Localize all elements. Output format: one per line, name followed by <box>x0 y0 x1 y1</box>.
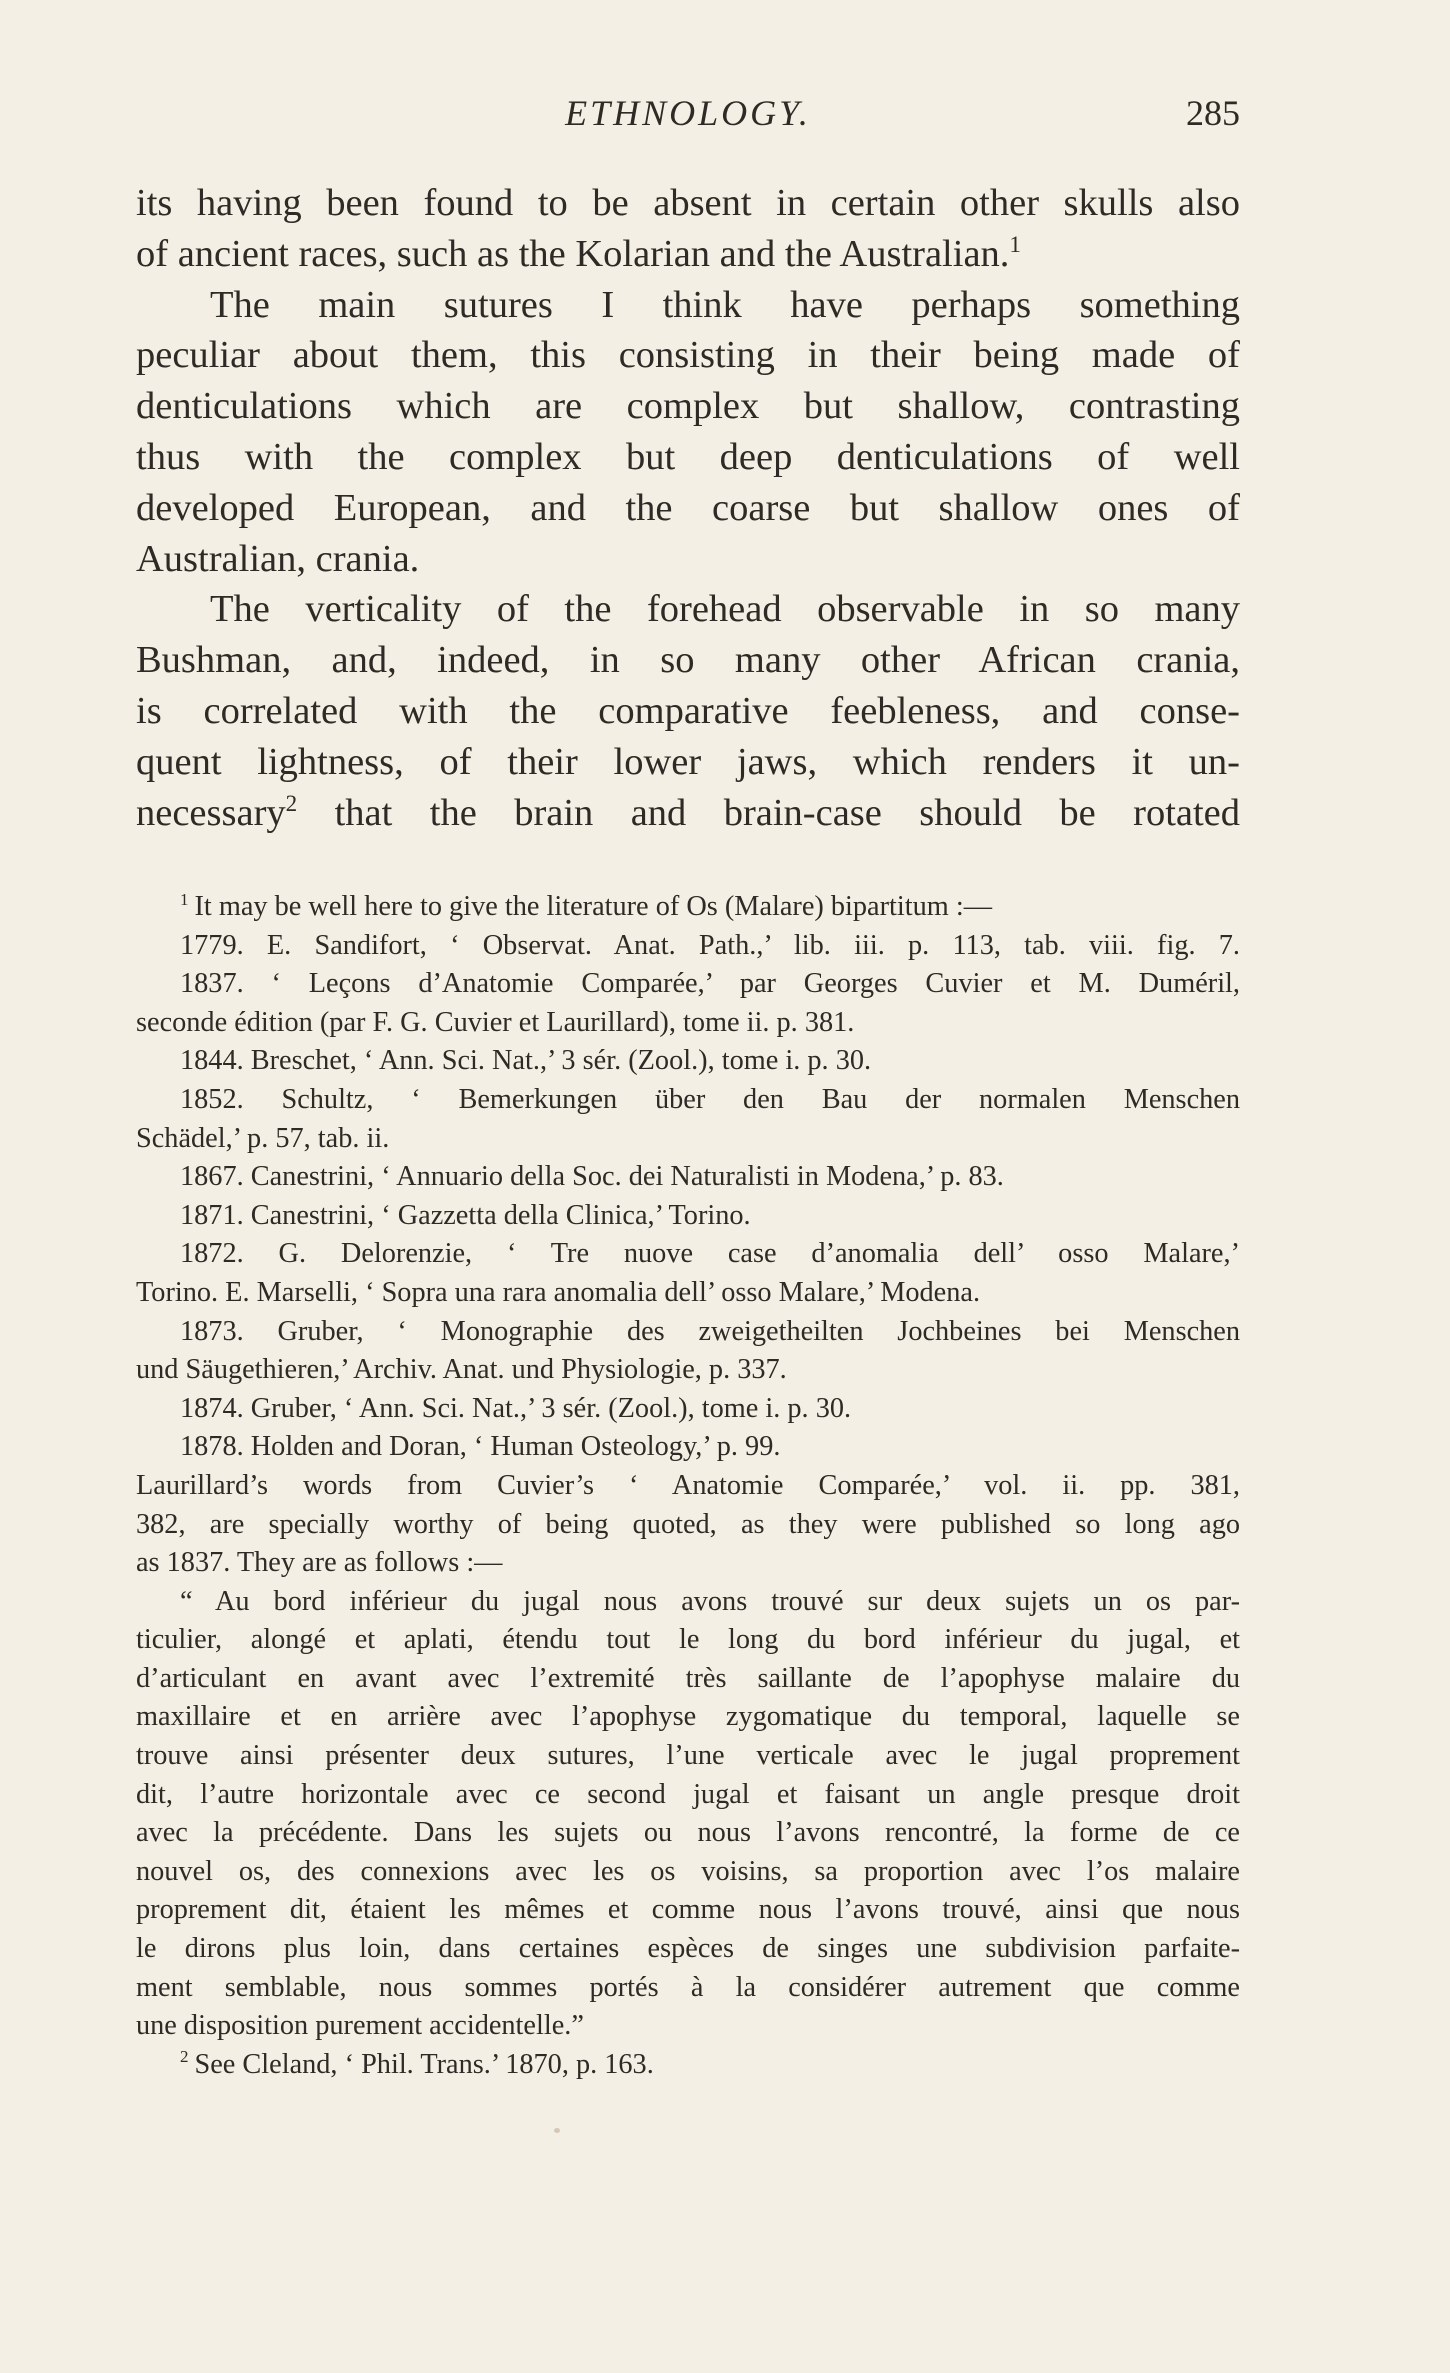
footnote-quote-line: ticulier, alongé et aplati, étendu tout le long du bord inférieur du jugal, et <box>136 1624 1240 1656</box>
page-header <box>136 92 1240 142</box>
body-line: thus with the complex but deep denticulations of well <box>136 435 1240 478</box>
footnote-ref-1: 1 <box>1009 230 1021 257</box>
footnote-line: 1867. Canestrini, ‘ Annuario della Soc. dei Naturalisti in Modena,’ p. 83. <box>180 1161 1004 1193</box>
footnote-quote-line: avec la précédente. Dans les sujets ou nous l’avons rencontré, la forme de ce <box>136 1817 1240 1849</box>
footnote-quote-line: ment semblable, nous sommes portés à la considérer autrement que comme <box>136 1971 1240 2003</box>
body-line: is correlated with the comparative feebleness, and conse- <box>136 689 1240 732</box>
footnote-line: Torino. E. Marselli, ‘ Sopra una rara anomalia dell’ osso Malare,’ Modena. <box>136 1276 981 1308</box>
footnote-quote-line: “ Au bord inférieur du jugal nous avons trouvé sur deux sujets un os par- <box>180 1585 1240 1617</box>
running-title: ETHNOLOGY. <box>565 93 811 133</box>
footnote-line: 1873. Gruber, ‘ Monographie des zweigetheilten Jochbeines bei Menschen <box>180 1315 1240 1347</box>
footnote-line: und Säugethieren,’ Archiv. Anat. und Physiologie, p. 337. <box>136 1354 787 1386</box>
footnote-line: 1837. ‘ Leçons d’Anatomie Comparée,’ par Georges Cuvier et M. Duméril, <box>180 968 1240 1000</box>
footnote-1-mark: 1 <box>180 889 189 909</box>
body-line: denticulations which are complex but shallow, contrasting <box>136 385 1240 428</box>
footnote-line: 1878. Holden and Doran, ‘ Human Osteology,’ p. 99. <box>180 1431 781 1463</box>
footnote-quote-line: le dirons plus loin, dans certaines espèces de singes une subdivision parfaite- <box>136 1933 1240 1965</box>
footnote-2-mark: 2 <box>180 2047 189 2067</box>
footnote-line: 1872. G. Delorenzie, ‘ Tre nuove case d’anomalia dell’ osso Malare,’ <box>180 1238 1240 1270</box>
body-line: quent lightness, of their lower jaws, which renders it un- <box>136 740 1240 783</box>
ink-speck <box>554 2128 560 2133</box>
body-line: necessary$^2$ that the brain and brain-case should be rotated <box>136 789 1241 834</box>
footnote-line: as 1837. They are as follows :— <box>136 1547 503 1579</box>
footnote-line: 1874. Gruber, ‘ Ann. Sci. Nat.,’ 3 sér. (Zool.), tome i. p. 30. <box>180 1392 852 1424</box>
footnote-line: 1871. Canestrini, ‘ Gazzetta della Clinica,’ Torino. <box>180 1199 751 1231</box>
footnote-line: 1852. Schultz, ‘ Bemerkungen über den Bau der normalen Menschen <box>180 1083 1240 1115</box>
page-number: 285 <box>1186 93 1240 133</box>
footnote-quote-line: nouvel os, des connexions avec les os voisins, sa proportion avec l’os malaire <box>136 1855 1240 1887</box>
footnote-ref-2: 2 <box>285 789 298 816</box>
body-line: The main sutures I think have perhaps something <box>210 283 1240 326</box>
footnote-2-line: $^2$ See Cleland, ‘ Phil. Trans.’ 1870, p. 163. <box>180 2047 654 2080</box>
footnote-line: Laurillard’s words from Cuvier’s ‘ Anatomie Comparée,’ vol. ii. pp. 381, <box>136 1469 1240 1501</box>
footnote-quote-line: dit, l’autre horizontale avec ce second jugal et faisant un angle presque droit <box>136 1778 1240 1810</box>
footnote-line: seconde édition (par F. G. Cuvier et Laurillard), tome ii. p. 381. <box>136 1006 855 1038</box>
footnote-1-line: $^1$ It may be well here to give the literature of Os (Malare) bipartitum :— <box>180 889 993 922</box>
footnote-line: Schädel,’ p. 57, tab. ii. <box>136 1122 390 1154</box>
body-line: The verticality of the forehead observable in so many <box>210 588 1240 631</box>
footnote-quote-line: maxillaire et en arrière avec l’apophyse zygomatique du temporal, laquelle se <box>136 1701 1240 1733</box>
footnote-quote-line: proprement dit, étaient les mêmes et comme nous l’avons trouvé, ainsi que nous <box>136 1894 1240 1926</box>
main-text <box>136 178 1240 838</box>
footnote-quote-line: trouve ainsi présenter deux sutures, l’une verticale avec le jugal proprement <box>136 1740 1240 1772</box>
body-line: developed European, and the coarse but shallow ones of <box>136 486 1240 529</box>
footnotes <box>136 888 1240 2084</box>
body-line: of ancient races, such as the Kolarian and the Australian.$^1$ <box>136 230 1021 275</box>
footnote-line: 382, are specially worthy of being quoted, as they were published so long ago <box>136 1508 1240 1540</box>
footnote-line: 1844. Breschet, ‘ Ann. Sci. Nat.,’ 3 sér. (Zool.), tome i. p. 30. <box>180 1045 872 1077</box>
body-line: Australian, crania. <box>136 537 420 580</box>
body-line: peculiar about them, this consisting in their being made of <box>136 334 1240 377</box>
body-line: its having been found to be absent in certain other skulls also <box>136 182 1240 224</box>
footnote-quote-line: d’articulant en avant avec l’extremité très saillante de l’apophyse malaire du <box>136 1662 1240 1694</box>
footnote-line: 1779. E. Sandifort, ‘ Observat. Anat. Path.,’ lib. iii. p. 113, tab. viii. fig. 7. <box>180 929 1240 961</box>
footnote-quote-line: une disposition purement accidentelle.” <box>136 2010 584 2042</box>
body-line: Bushman, and, indeed, in so many other African crania, <box>136 639 1240 682</box>
